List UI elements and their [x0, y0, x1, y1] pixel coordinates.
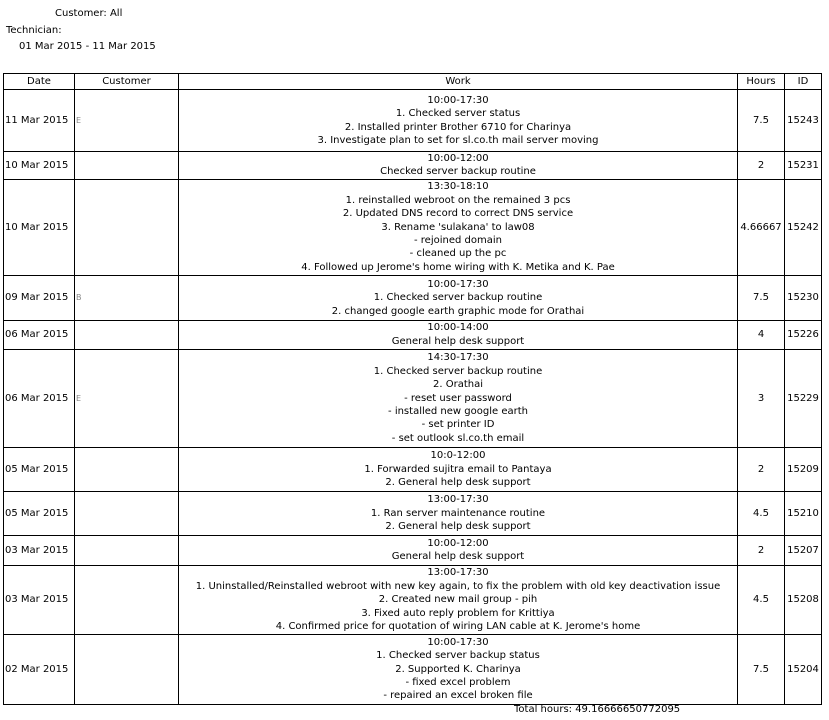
work-line: - rejoined domain [414, 235, 502, 247]
hours-cell: 4.5 [738, 491, 785, 535]
work-cell [179, 320, 738, 349]
customer-cell [75, 535, 179, 565]
work-line: 1. Checked server status [395, 108, 521, 120]
work-line: 10:00-12:00 [427, 153, 489, 164]
work-cell [179, 565, 738, 634]
work-line: 2. changed google earth graphic mode for Orathai [331, 305, 585, 317]
date-cell: 06 Mar 2015 [4, 320, 75, 349]
date-cell: 11 Mar 2015 [4, 90, 75, 152]
work-line: 2. Installed printer Brother 6710 for Charinya [344, 121, 572, 133]
customer-cell [75, 152, 179, 180]
table-row [4, 90, 822, 152]
column-header-work: Work [179, 74, 738, 90]
work-cell [179, 152, 738, 180]
column-header-id: ID [785, 74, 822, 90]
work-cell [179, 447, 738, 491]
date-cell: 06 Mar 2015 [4, 349, 75, 447]
hours-cell: 7.5 [738, 634, 785, 704]
hours-cell: 2 [738, 152, 785, 180]
date-range-label: 01 Mar 2015 - 11 Mar 2015 [19, 41, 156, 52]
date-cell: 10 Mar 2015 [4, 152, 75, 180]
table-row [4, 320, 822, 349]
table-row [4, 634, 822, 704]
column-header-hours: Hours [738, 74, 785, 90]
work-cell [179, 179, 738, 275]
work-line: - set printer ID [421, 419, 495, 431]
id-cell: 15243 [785, 90, 822, 152]
work-line: - set outlook sl.co.th email [391, 432, 525, 444]
work-line: 14:30-17:30 [427, 352, 489, 364]
table-row [4, 447, 822, 491]
work-line: 1. Uninstalled/Reinstalled webroot with new key again, to fix the problem with old key deactivation issue [195, 580, 721, 592]
id-cell: 15204 [785, 634, 822, 704]
work-line: 4. Confirmed price for quotation of wiring LAN cable at K. Jerome's home [275, 620, 641, 632]
work-cell [179, 349, 738, 447]
customer-cell [75, 491, 179, 535]
id-cell: 15207 [785, 535, 822, 565]
work-line: - cleaned up the pc [409, 248, 507, 260]
work-cell [179, 491, 738, 535]
date-cell: 03 Mar 2015 [4, 535, 75, 565]
id-cell: 15208 [785, 565, 822, 634]
work-line: 1. Forwarded sujitra email to Pantaya [364, 463, 552, 475]
work-line: 1. Checked server backup status [376, 650, 540, 662]
table-row [4, 275, 822, 320]
work-line: 2. General help desk support [385, 521, 531, 533]
id-cell: 15229 [785, 349, 822, 447]
work-line: 13:30-18:10 [427, 181, 489, 193]
hours-cell: 2 [738, 535, 785, 565]
work-line: - installed new google earth [388, 406, 528, 418]
work-line: 1. reinstalled webroot on the remained 3 pcs [345, 194, 571, 206]
id-cell: 15231 [785, 152, 822, 180]
id-cell: 15230 [785, 275, 822, 320]
table-body [4, 90, 822, 705]
customer-cell: B [75, 275, 179, 320]
table-row [4, 179, 822, 275]
id-cell: 15226 [785, 320, 822, 349]
work-line: 1. Checked server backup routine [373, 292, 543, 304]
work-line: General help desk support [391, 551, 525, 563]
work-cell [179, 634, 738, 704]
work-cell [179, 90, 738, 152]
total-hours: Total hours: 49.16666650772095 [514, 704, 681, 715]
work-line: 1. Checked server backup routine [373, 365, 543, 377]
hours-cell: 7.5 [738, 275, 785, 320]
column-header-date: Date [4, 74, 75, 90]
customer-cell [75, 320, 179, 349]
work-cell [179, 275, 738, 320]
work-line: General help desk support [391, 335, 525, 347]
hours-cell: 3 [738, 349, 785, 447]
table-row [4, 152, 822, 180]
date-cell: 03 Mar 2015 [4, 565, 75, 634]
id-cell: 15242 [785, 179, 822, 275]
table-row [4, 491, 822, 535]
customer-cell: E [75, 90, 179, 152]
work-line: - repaired an excel broken file [383, 690, 533, 702]
date-cell: 05 Mar 2015 [4, 491, 75, 535]
work-line: 13:00-17:30 [427, 494, 489, 506]
work-line: 10:00-12:00 [427, 537, 489, 549]
hours-cell: 2 [738, 447, 785, 491]
customer-cell [75, 634, 179, 704]
hours-cell: 4.5 [738, 565, 785, 634]
work-line: 4. Followed up Jerome's home wiring with K. Metika and K. Pae [301, 261, 615, 273]
work-line: - reset user password [404, 392, 512, 404]
work-line: 10:00-17:30 [427, 636, 489, 648]
hours-cell: 4 [738, 320, 785, 349]
work-line: 2. Created new mail group - pih [378, 594, 538, 606]
date-cell: 09 Mar 2015 [4, 275, 75, 320]
work-line: 2. Orathai [433, 379, 483, 391]
work-line: 2. General help desk support [385, 477, 531, 489]
work-cell [179, 535, 738, 565]
work-line: 10:00-17:30 [427, 94, 489, 106]
table-row [4, 565, 822, 634]
work-report-table [3, 73, 822, 705]
work-line: - fixed excel problem [405, 677, 511, 689]
table-header-row [4, 74, 822, 90]
customer-cell [75, 179, 179, 275]
hours-cell: 4.66667 [738, 179, 785, 275]
date-cell: 05 Mar 2015 [4, 447, 75, 491]
work-line: 2. Updated DNS record to correct DNS service [342, 208, 574, 220]
work-line: 10:00-17:30 [427, 278, 489, 290]
work-line: 10:00-14:00 [427, 322, 489, 334]
work-line: 10:0-12:00 [430, 450, 486, 462]
column-header-customer: Customer [75, 74, 179, 90]
customer-cell [75, 565, 179, 634]
work-line: Checked server backup routine [380, 166, 536, 178]
table-row [4, 349, 822, 447]
customer-cell: E [75, 349, 179, 447]
table-row [4, 535, 822, 565]
id-cell: 15210 [785, 491, 822, 535]
work-line: 13:00-17:30 [427, 567, 489, 579]
date-cell: 02 Mar 2015 [4, 634, 75, 704]
technician-filter-label: Technician: [6, 25, 62, 36]
work-line: 3. Fixed auto reply problem for Krittiya [361, 607, 555, 619]
work-line: 1. Ran server maintenance routine [370, 507, 546, 519]
customer-filter-label: Customer: All [55, 8, 123, 19]
work-line: 3. Investigate plan to set for sl.co.th mail server moving [317, 134, 599, 146]
work-line: 2. Supported K. Charinya [395, 663, 521, 675]
id-cell: 15209 [785, 447, 822, 491]
date-cell: 10 Mar 2015 [4, 179, 75, 275]
work-line: 3. Rename 'sulakana' to law08 [381, 221, 535, 233]
customer-cell [75, 447, 179, 491]
hours-cell: 7.5 [738, 90, 785, 152]
